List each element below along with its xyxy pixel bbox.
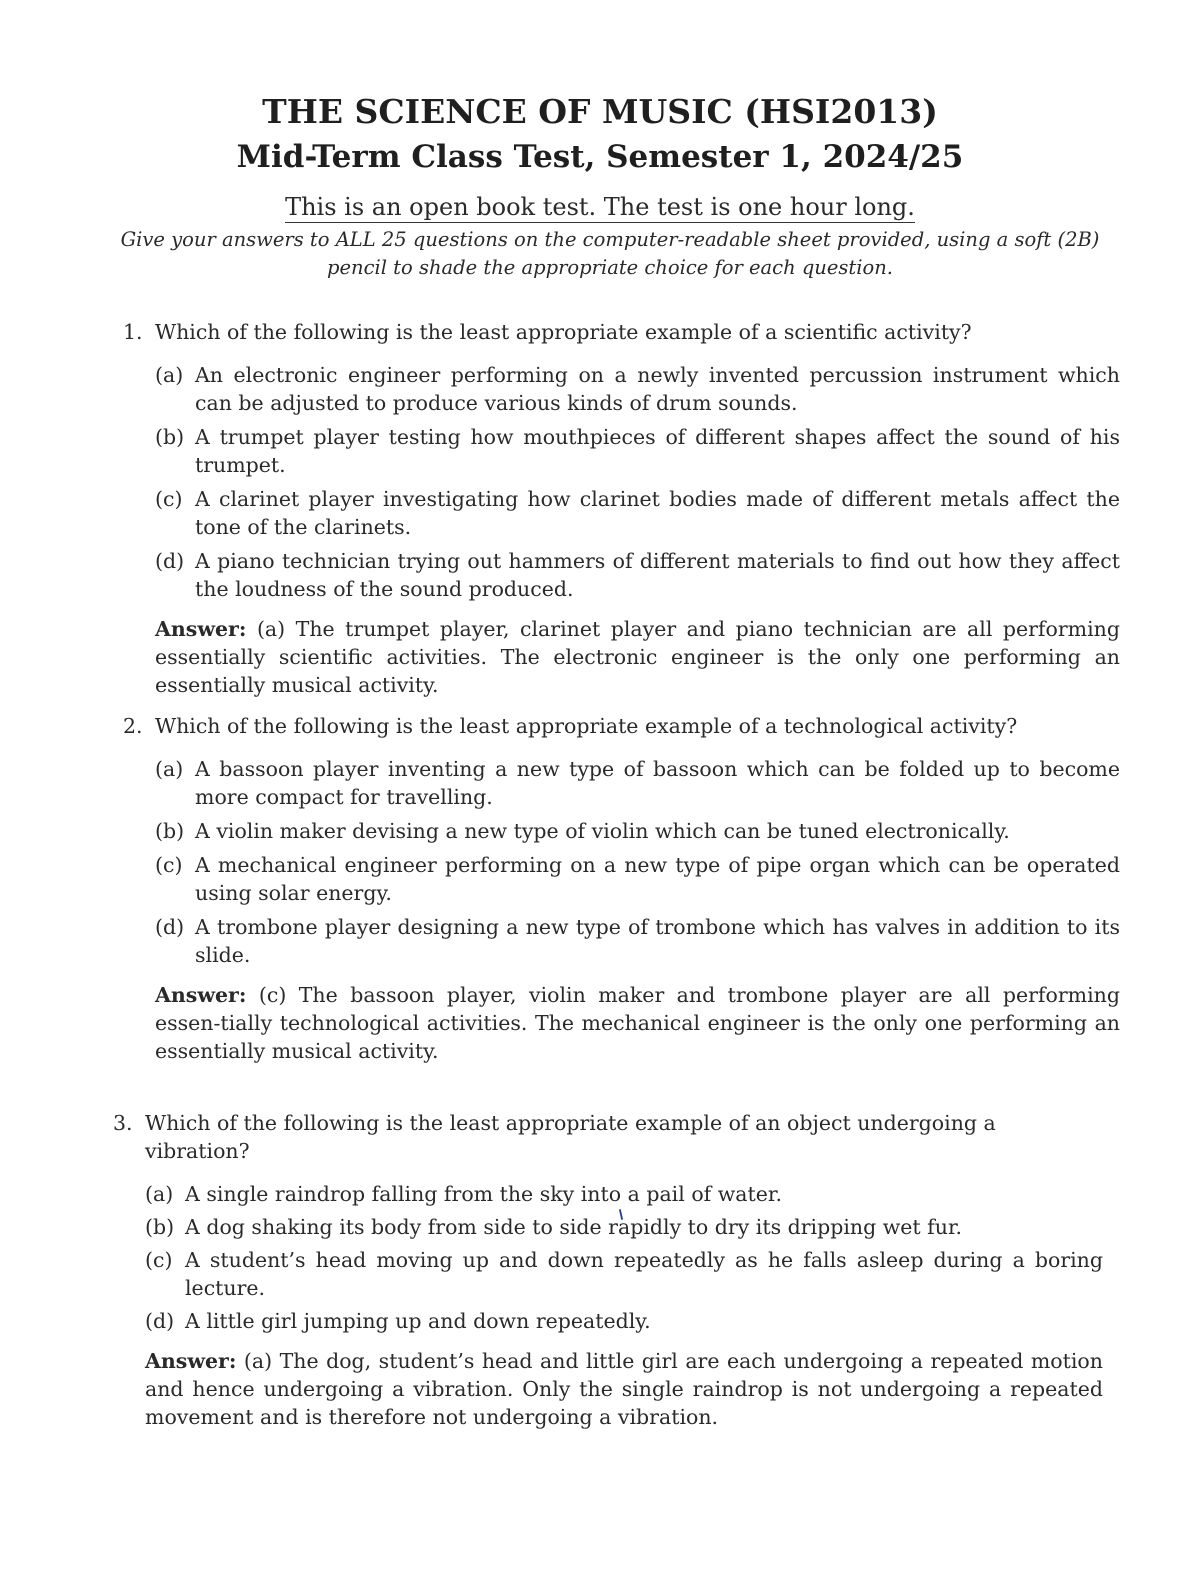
answer-block — [123, 981, 1120, 1065]
option-c — [113, 1246, 1103, 1302]
question-text: Which of the following is the least appropriate example of a technological activity? — [155, 714, 1018, 738]
option-label: (d) — [155, 915, 185, 939]
option-a — [123, 361, 1120, 417]
question-1 — [123, 318, 1120, 699]
option-label: (a) — [155, 757, 184, 781]
option-label: (a) — [155, 363, 184, 387]
option-label: (c) — [145, 1248, 173, 1272]
question-3 — [113, 1109, 1103, 1431]
option-label: (b) — [155, 425, 185, 449]
question-stem — [123, 712, 1120, 740]
option-text: A clarinet player investigating how clarinet bodies made of different metals affect the tone of the clarinets. — [195, 487, 1120, 539]
question-stem — [123, 318, 1120, 346]
option-label: (c) — [155, 853, 183, 877]
question-2 — [123, 712, 1120, 1065]
answer-text: (a) The dog, student’s head and little girl are each undergoing a repeated motion and hence undergoing a vibration. Only the single raindrop is not undergoing a repeated movement and is therefore not undergoing a vibration. — [145, 1349, 1103, 1429]
answer-instructions: Give your answers to ALL 25 questions on the computer-readable sheet provided, using a soft (2B) pencil to shade the appropriate choice for each question. — [120, 228, 1100, 279]
option-d — [123, 547, 1120, 603]
option-b — [113, 1213, 1103, 1241]
option-text: A violin maker devising a new type of violin which can be tuned electronically. — [195, 819, 1010, 843]
answer-label: Answer: — [155, 617, 247, 641]
option-text: A trombone player designing a new type of trombone which has valves in addition to its slide. — [195, 915, 1120, 967]
course-title: THE SCIENCE OF MUSIC (HSI2013) — [262, 92, 938, 131]
pen-mark — [619, 1209, 623, 1220]
option-d — [123, 913, 1120, 969]
open-book-note — [0, 191, 1200, 223]
option-label: (b) — [145, 1215, 175, 1239]
option-b — [123, 817, 1120, 845]
option-text: A trumpet player testing how mouthpieces of different shapes affect the sound of his trumpet. — [195, 425, 1120, 477]
option-list — [123, 755, 1120, 969]
option-label: (d) — [145, 1309, 175, 1333]
option-text: An electronic engineer performing on a newly invented percussion instrument which can be adjusted to produce various kinds of drum sounds. — [195, 363, 1120, 415]
answer-text: (a) The trumpet player, clarinet player and piano technician are all performing essentially scientific activities. The electronic engineer is the only one performing an essentially musical activity. — [155, 617, 1120, 697]
question-number: 1. — [123, 320, 143, 344]
question-number: 3. — [113, 1111, 133, 1135]
option-text: A student’s head moving up and down repeatedly as he falls asleep during a boring lecture. — [185, 1248, 1103, 1300]
option-text: A mechanical engineer performing on a new type of pipe organ which can be operated using solar energy. — [195, 853, 1120, 905]
answer-block — [113, 1347, 1103, 1431]
option-c — [123, 851, 1120, 907]
option-text: A single raindrop falling from the sky into a pail of water. — [185, 1182, 782, 1206]
option-list — [113, 1180, 1103, 1335]
question-text: Which of the following is the least appropriate example of an object undergoing a vibration? — [145, 1111, 996, 1163]
option-label: (d) — [155, 549, 185, 573]
option-b — [123, 423, 1120, 479]
option-text: A bassoon player inventing a new type of bassoon which can be folded up to become more compact for travelling. — [195, 757, 1120, 809]
answer-label: Answer: — [145, 1349, 237, 1373]
option-text: A little girl jumping up and down repeatedly. — [185, 1309, 651, 1333]
option-label: (a) — [145, 1182, 174, 1206]
option-label: (c) — [155, 487, 183, 511]
option-text: A dog shaking its body from side to side rapidly to dry its dripping wet fur. — [185, 1215, 963, 1239]
answer-label: Answer: — [155, 983, 247, 1007]
question-stem — [113, 1109, 1103, 1165]
option-d — [113, 1307, 1103, 1335]
pen-mark-stroke — [620, 1210, 622, 1219]
question-text: Which of the following is the least appropriate example of a scientific activity? — [155, 320, 972, 344]
option-text: A piano technician trying out hammers of different materials to find out how they affect the loudness of the sound produced. — [195, 549, 1120, 601]
option-a — [123, 755, 1120, 811]
question-number: 2. — [123, 714, 143, 738]
open-book-note-text: This is an open book test. The test is one hour long. — [285, 193, 915, 221]
test-title: Mid-Term Class Test, Semester 1, 2024/25 — [236, 139, 964, 175]
answer-text: (c) The bassoon player, violin maker and trombone player are all performing essen-tially technological activities. The mechanical engineer is the only one performing an essentially musical activity. — [155, 983, 1120, 1063]
option-list — [123, 361, 1120, 603]
answer-block — [123, 615, 1120, 699]
option-c — [123, 485, 1120, 541]
option-label: (b) — [155, 819, 185, 843]
option-a — [113, 1180, 1103, 1208]
